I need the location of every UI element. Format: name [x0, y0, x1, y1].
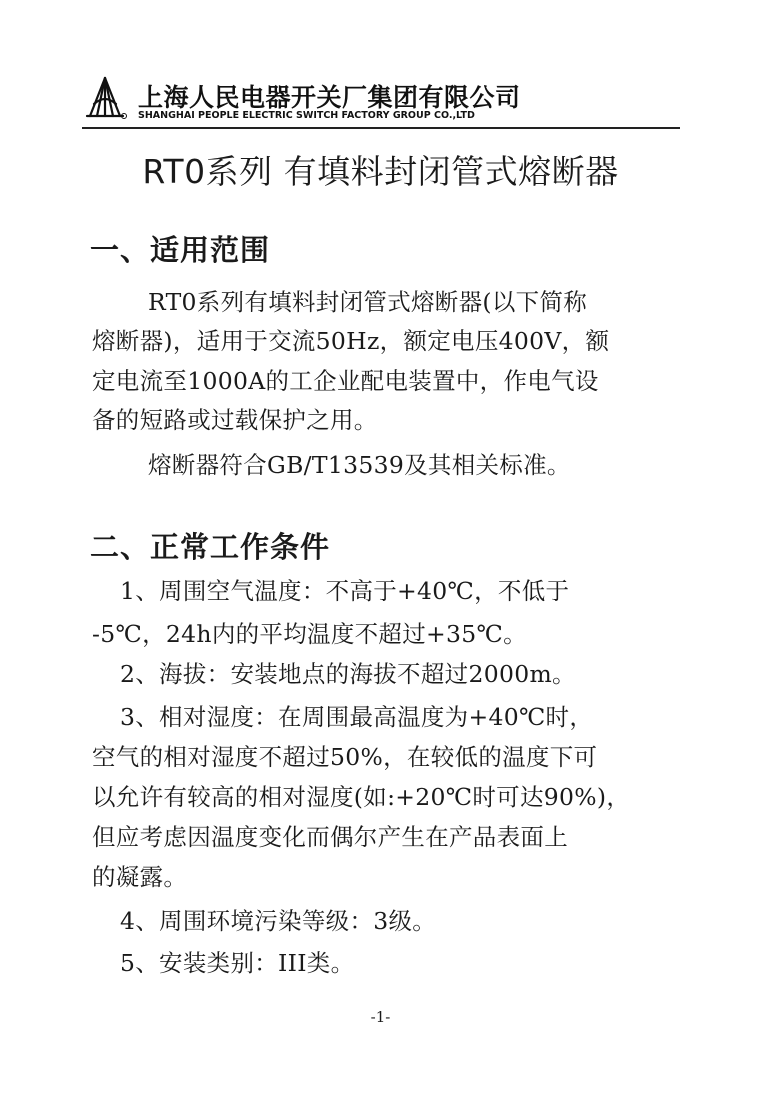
list-item: 3、相对湿度：在周围最高温度为+40℃时， — [120, 703, 594, 731]
section-heading-conditions: 二、正常工作条件 — [90, 530, 331, 564]
document-title: RT0系列 有填料封闭管式熔断器 — [142, 152, 619, 191]
company-logo-icon — [82, 74, 128, 120]
paragraph-line: 熔断器)，适用于交流50Hz，额定电压400V，额 — [92, 327, 610, 355]
company-name-cn: 上海人民电器开关厂集团有限公司 — [138, 83, 521, 112]
paragraph-line: RT0系列有填料封闭管式熔断器(以下简称 — [148, 288, 588, 316]
page-number: -1- — [370, 1008, 391, 1026]
paragraph-line: 熔断器符合GB/T13539及其相关标准。 — [148, 451, 571, 479]
company-name-en: SHANGHAI PEOPLE ELECTRIC SWITCH FACTORY GROUP CO.,LTD — [138, 110, 475, 121]
paragraph-line: 以允许有较高的相对湿度(如:+20℃时可达90%)， — [92, 783, 631, 811]
paragraph-line: 空气的相对湿度不超过50%，在较低的温度下可 — [92, 743, 598, 771]
section-heading-scope: 一、适用范围 — [90, 233, 271, 267]
paragraph-line: 的凝露。 — [92, 863, 188, 891]
list-item: 1、周围空气温度：不高于+40℃，不低于 — [120, 577, 570, 605]
paragraph-line: 备的短路或过载保护之用。 — [92, 406, 378, 434]
header-divider — [82, 127, 680, 129]
paragraph-line: 但应考虑因温度变化而偶尔产生在产品表面上 — [92, 823, 568, 851]
list-item: 2、海拔：安装地点的海拔不超过2000m。 — [120, 660, 576, 688]
list-item: 5、安装类别：III类。 — [120, 949, 355, 977]
list-item: 4、周围环境污染等级：3级。 — [120, 907, 437, 935]
paragraph-line: -5℃，24h内的平均温度不超过+35℃。 — [92, 620, 527, 648]
paragraph-line: 定电流至1000A的工企业配电装置中，作电气设 — [92, 367, 599, 395]
company-header — [82, 74, 682, 130]
